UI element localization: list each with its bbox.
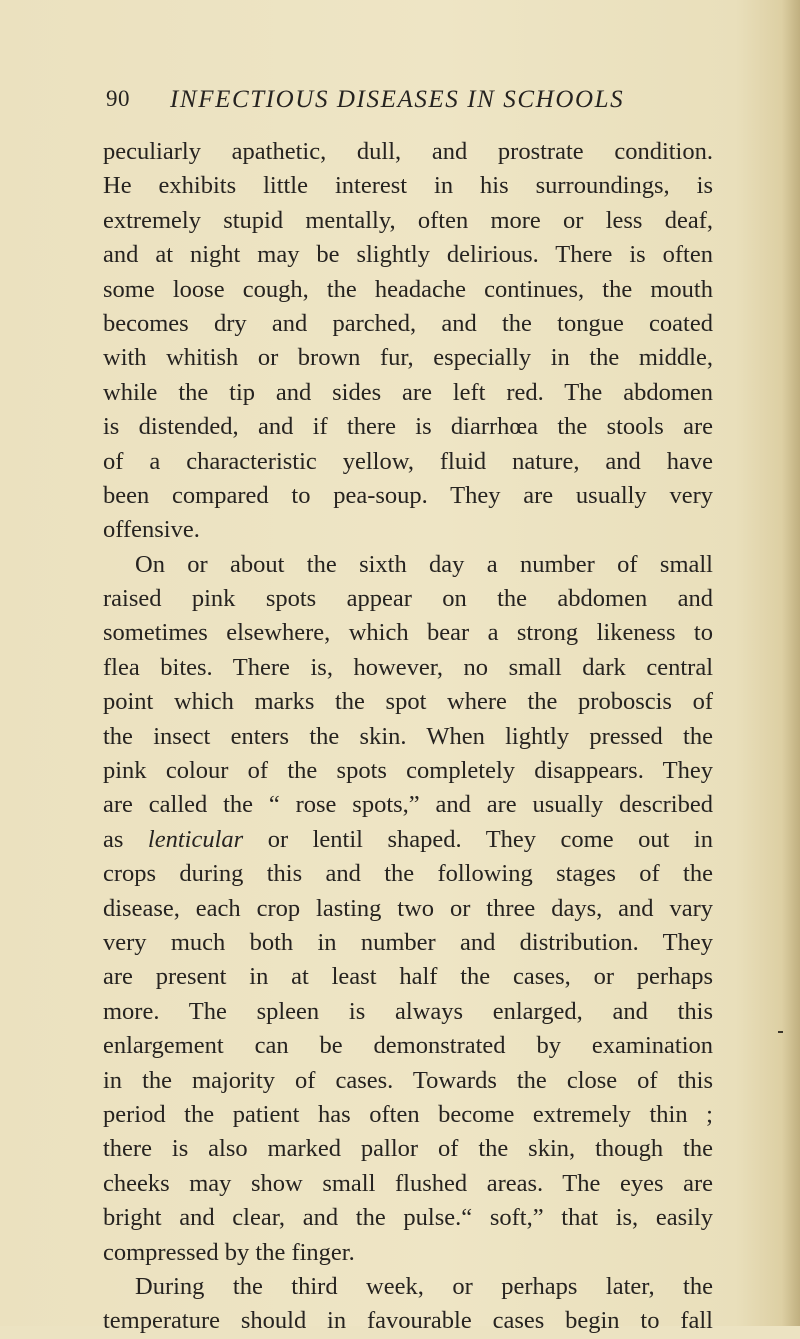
text-line: bright and clear, and the pulse.“ soft,” that is, easily [103, 1204, 713, 1232]
text-line: and at night may be slightly delirious. There is often [103, 241, 713, 269]
running-head [106, 86, 706, 122]
text-line: with whitish or brown fur, especially in the middle, [103, 344, 713, 372]
text-line: of a characteristic yellow, fluid nature, and have [103, 447, 713, 475]
italic-term: lenticular [147, 825, 244, 853]
text-line: while the tip and sides are left red. The abdomen [103, 378, 713, 406]
text-line: more. The spleen is always enlarged, and this [103, 997, 713, 1025]
text-fragment: as [103, 825, 148, 853]
paragraph-start-line: On or about the sixth day a number of small [135, 550, 713, 578]
text-fragment: or lentil shaped. They come out in [243, 825, 713, 853]
text-line: cheeks may show small flushed areas. The eyes are [103, 1169, 713, 1197]
text-line: becomes dry and parched, and the tongue coated [103, 309, 713, 337]
text-line: crops during this and the following stages of the [103, 860, 713, 888]
text-line: He exhibits little interest in his surroundings, is [103, 172, 713, 200]
text-line: pink colour of the spots completely disappears. They [103, 757, 713, 785]
page-number: 90 [106, 86, 130, 111]
text-line: enlargement can be demonstrated by examination [103, 1032, 713, 1060]
text-line: very much both in number and distribution. They [103, 928, 713, 956]
text-line: some loose cough, the headache continues, the mouth [103, 275, 713, 303]
paragraph-start-line: During the third week, or perhaps later, the [135, 1272, 713, 1300]
text-line: peculiarly apathetic, dull, and prostrate condition. [103, 138, 713, 165]
text-line: are present in at least half the cases, or perhaps [103, 963, 713, 991]
page-edge-shadow [782, 0, 800, 1326]
running-title: INFECTIOUS DISEASES IN SCHOOLS [170, 86, 625, 113]
body-text [103, 135, 713, 1339]
text-line: the insect enters the skin. When lightly pressed the [103, 722, 713, 750]
text-line: been compared to pea-soup. They are usually very [103, 481, 713, 509]
text-line: extremely stupid mentally, often more or less deaf, [103, 206, 713, 234]
text-line: raised pink spots appear on the abdomen and [103, 585, 713, 613]
text-line: temperature should in favourable cases begin to fall [103, 1307, 713, 1335]
text-line: period the patient has often become extremely thin ; [103, 1100, 713, 1128]
text-line: compressed by the finger. [103, 1238, 355, 1266]
text-line: in the majority of cases. Towards the close of this [103, 1066, 713, 1094]
text-line: disease, each crop lasting two or three days, and vary [103, 894, 713, 922]
text-line: sometimes elsewhere, which bear a strong likeness to [103, 619, 713, 647]
text-line: there is also marked pallor of the skin, though the [103, 1135, 713, 1163]
margin-mark [778, 1031, 783, 1033]
text-line: point which marks the spot where the proboscis of [103, 688, 713, 716]
text-line-with-term [103, 823, 713, 857]
text-line: flea bites. There is, however, no small dark central [103, 653, 713, 681]
text-line: is distended, and if there is diarrhœa the stools are [103, 413, 713, 441]
text-line: offensive. [103, 516, 200, 544]
text-line: are called the “ rose spots,” and are usually described [103, 791, 713, 819]
